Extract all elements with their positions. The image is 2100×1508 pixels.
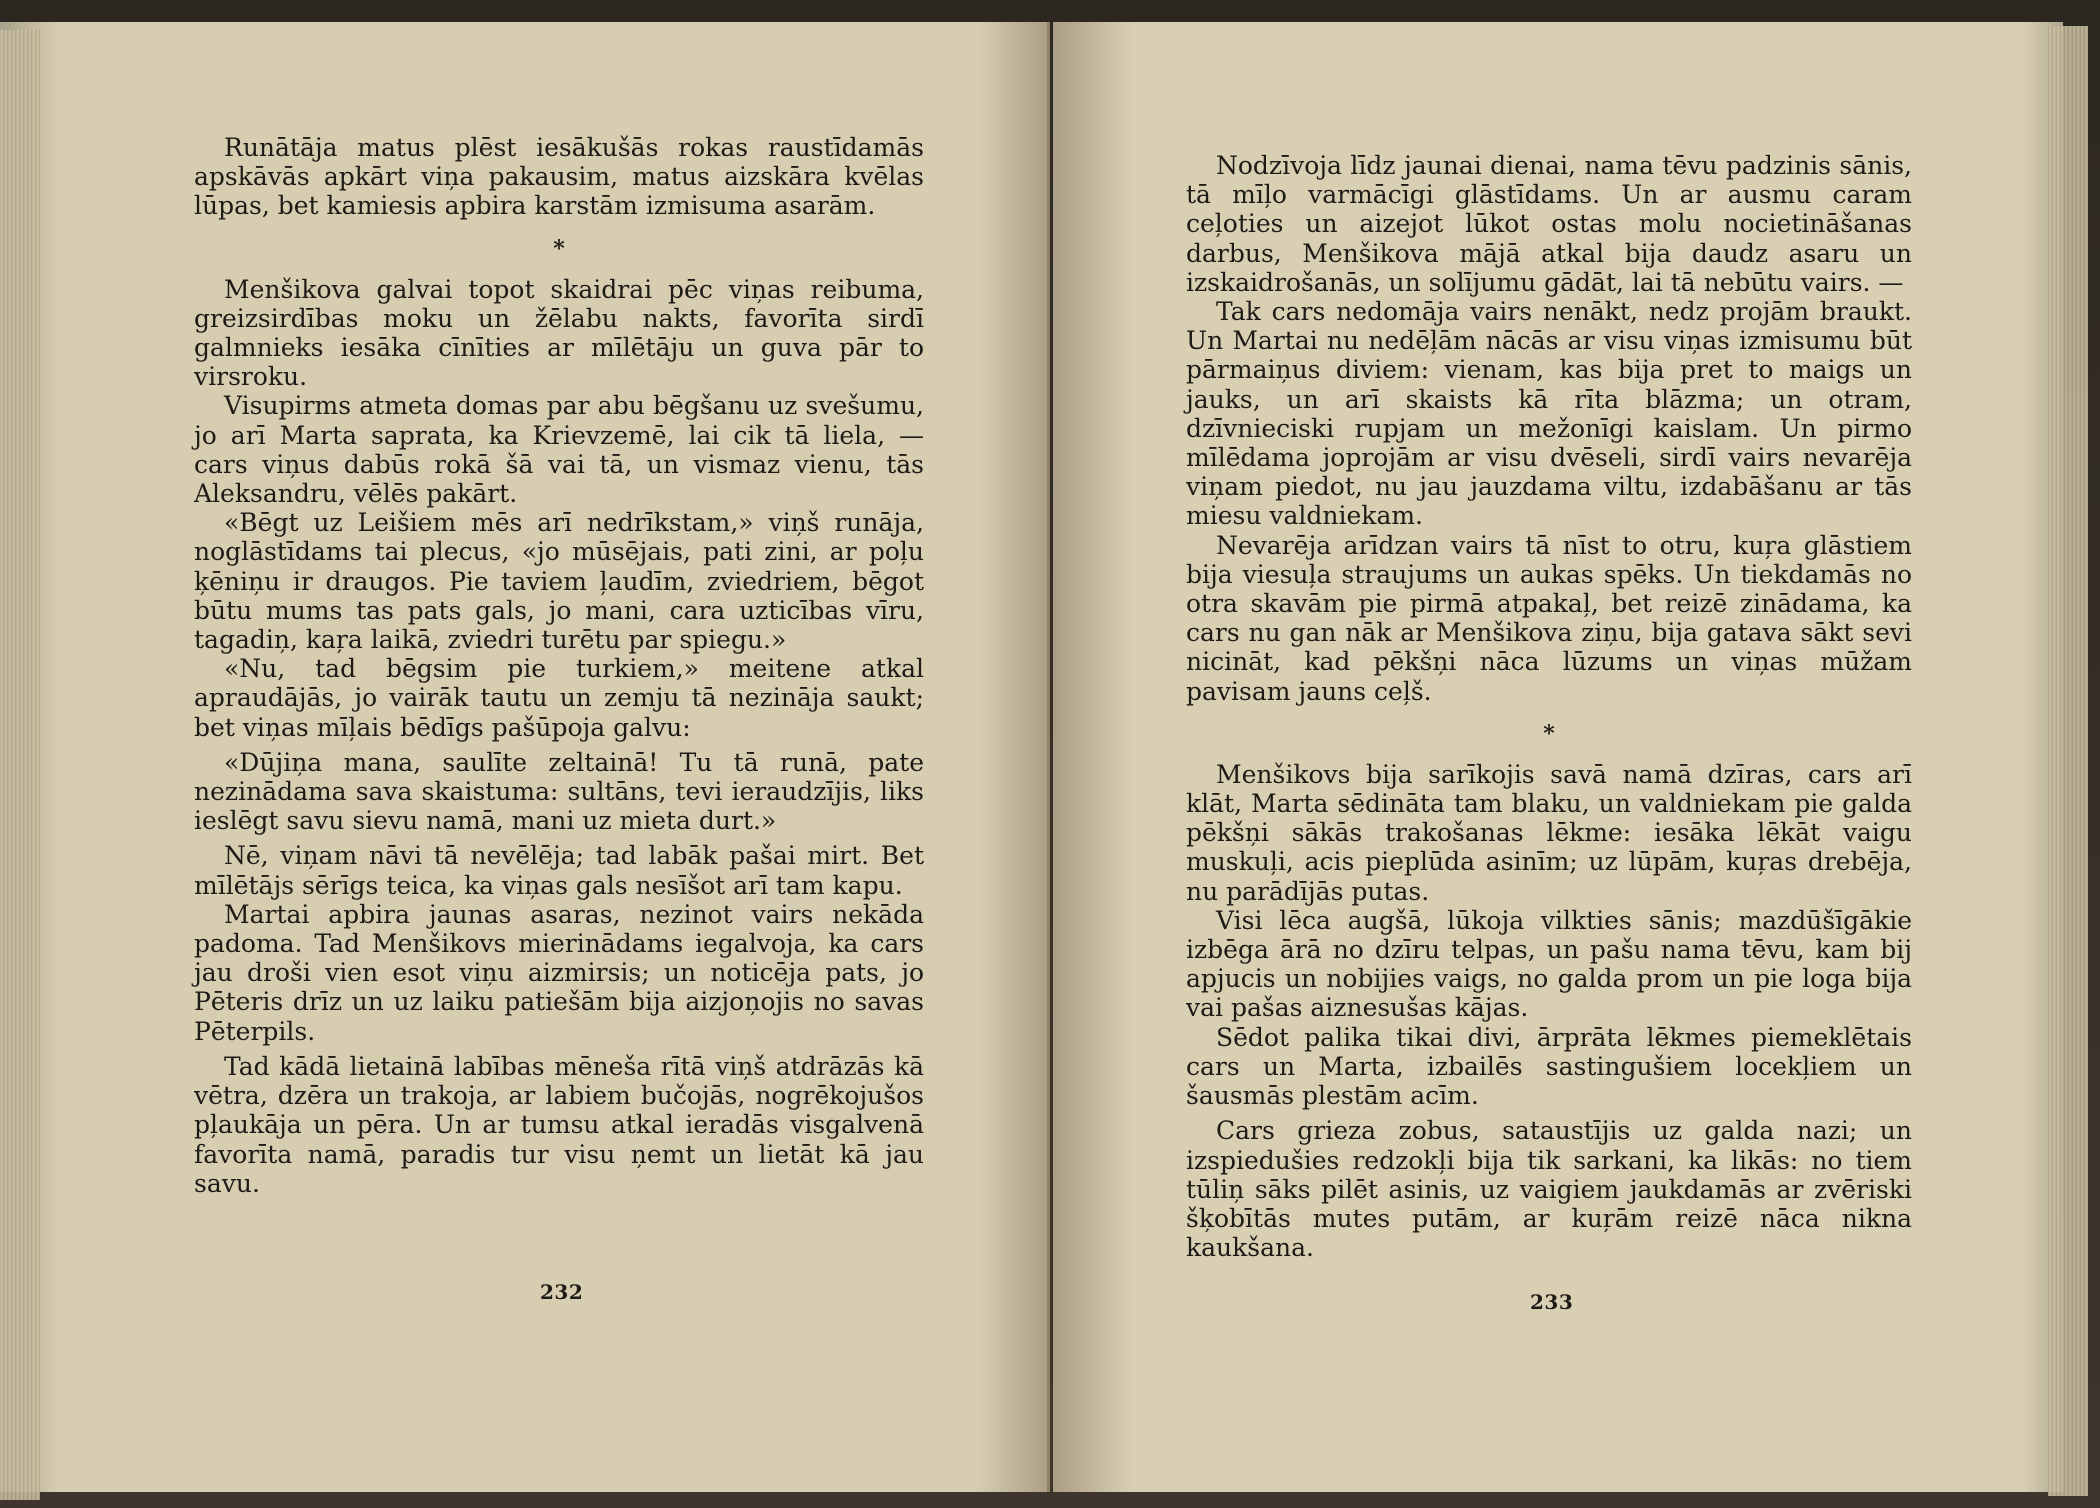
paragraph: «Bēgt uz Leišiem mēs arī nedrīkstam,» viņš runāja, noglāstīdams tai plecus, «jo mūsējais, pati zini, ar poļu ķēniņu ir draugos. Pie taviem ļaudīm, zviedriem, bēgot būtu mums tas pats gals, jo mani, cara uzticības vīru, tagadiņ, kaŗa laikā, zviedri turētu par spiegu.» (194, 508, 924, 655)
left-page-edges (0, 30, 40, 1500)
paragraph: Cars grieza zobus, sataustījis uz galda nazi; un izspiedušies redzokļi bija tik sarkani, ka likās: no tiem tūliņ sāks pilēt asinis, uz vaigiem jaukdamās ar zvēriski šķobītās mutes putām, ar kuŗām reizē nāca nikna kaukšana. (1186, 1116, 1912, 1263)
paragraph: Tad kādā lietainā labības mēneša rītā viņš atdrāzās kā vētra, dzēra un trakoja, ar labiem bučojās, nogrēkojušos pļaukāja un pēra. Un ar tumsu atkal ieradās visgalvenā favorīta namā, paradis tur visu ņemt un lietāt kā jau savu. (194, 1051, 924, 1198)
paragraph: Nevarēja arīdzan vairs tā nīst to otru, kuŗa glāstiem bija viesuļa straujums un aukas spēks. Un tiekdamās no otra skavām pie pirmā atpakaļ, bet reizē zinādama, ka cars nu gan nāk ar Menšikova ziņu, bija gatava sākt sevi nicināt, kad pēkšņi nāca lūzums un viņas mūžam pavisam jauns ceļš. (1186, 530, 1912, 706)
paragraph: Visi lēca augšā, lūkoja vilkties sānis; mazdūšīgākie izbēga ārā no dzīru telpas, un pašu nama tēvu, kam bij apjucis un nobijies vaigs, no galda prom un pie loga bija vai pašas aiznesušas kājas. (1186, 905, 1912, 1023)
page-number-left: 232 (540, 1280, 584, 1304)
paragraph: «Nu, tad bēgsim pie turkiem,» meitene atkal apraudājās, jo vairāk tautu un zemju tā nezināja saukt; bet viņas mīļais bēdīgs pašūpoja galvu: (194, 654, 924, 742)
paragraph: Runātāja matus plēst iesākušās rokas raustīdamās apskāvās apkārt viņa pakausim, matus aizskāra kvēlas lūpas, bet kamiesis apbira karstām izmisuma asarām. (194, 133, 924, 221)
paragraph: Menšikovs bija sarīkojis savā namā dzīras, cars arī klāt, Marta sēdināta tam blaku, un valdniekam pie galda pēkšņi sākās trakošanas lēkme: iesāka lēkāt vaigu muskuļi, acis pieplūda asinīm; uz lūpām, kuŗas drebēja, nu parādījās putas. (1186, 759, 1912, 906)
paragraph: Tak cars nedomāja vairs nenākt, nedz projām braukt. Un Martai nu nedēļām nācās ar visu viņas izmisumu būt pārmaiņus diviem: vienam, kas bija pret to maigs un jauks, un arī skaists kā rīta blāzma; un otram, dzīvnieciski rupjam un mežonīgi kaislam. Un pirmo mīlēdama joprojām ar visu dvēseli, sirdī vairs nevarēja viņam piedot, nu jau jauzdama viltu, izdabāšanu ar tās miesu valdniekam. (1186, 297, 1912, 531)
right-page-edges (2048, 26, 2088, 1496)
left-page-text (194, 133, 924, 1198)
paragraph: Sēdot palika tikai divi, ārprāta lēkmes piemeklētais cars un Marta, izbailēs sastingušiem locekļiem un šausmās plestām acīm. (1186, 1022, 1912, 1111)
page-number-right: 233 (1530, 1290, 1574, 1314)
paragraph: Nodzīvoja līdz jaunai dienai, nama tēvu padzinis sānis, tā mīļo varmācīgi glāstīdams. Un ar ausmu caram ceļoties un aizejot lūkot ostas molu nocietināšanas darbus, Menšikova mājā atkal bija daudz asaru un izskaidrošanās, un solījumu gādāt, lai tā nebūtu vairs. — (1186, 151, 1912, 297)
paragraph: Nē, viņam nāvi tā nevēlēja; tad labāk pašai mirt. Bet mīlētājs sērīgs teica, ka viņas gals nesīšot arī tam kapu. (194, 841, 924, 900)
paragraph: Menšikova galvai topot skaidrai pēc viņas reibuma, greizsirdības moku un žēlabu nakts, favorīta sirdī galmnieks iesāka cīnīties ar mīlētāju un guva pār to virsroku. (194, 274, 924, 392)
section-separator: * (1543, 720, 1555, 747)
right-page-text (1186, 151, 1912, 1262)
paragraph: Martai apbira jaunas asaras, nezinot vairs nekāda padoma. Tad Menšikovs mierinādams iegalvoja, ka cars jau droši vien esot viņu aizmirsis; un noticēja pats, jo Pēteris drīz un uz laiku patiešām bija aizjoņojis no savas Pēterpils. (194, 899, 924, 1046)
paragraph: Visupirms atmeta domas par abu bēgšanu uz svešumu, jo arī Marta saprata, ka Krievzemē, lai cik tā liela, — cars viņus dabūs rokā šā vai tā, un vismaz vienu, tās Aleksandru, vēlēs pakārt. (194, 391, 924, 509)
section-separator: * (553, 235, 565, 262)
paragraph: «Dūjiņa mana, saulīte zeltainā! Tu tā runā, pate nezinādama sava skaistuma: sultāns, tevi ieraudzījis, liks ieslēgt savu sievu namā, mani uz mieta durt.» (194, 747, 924, 836)
